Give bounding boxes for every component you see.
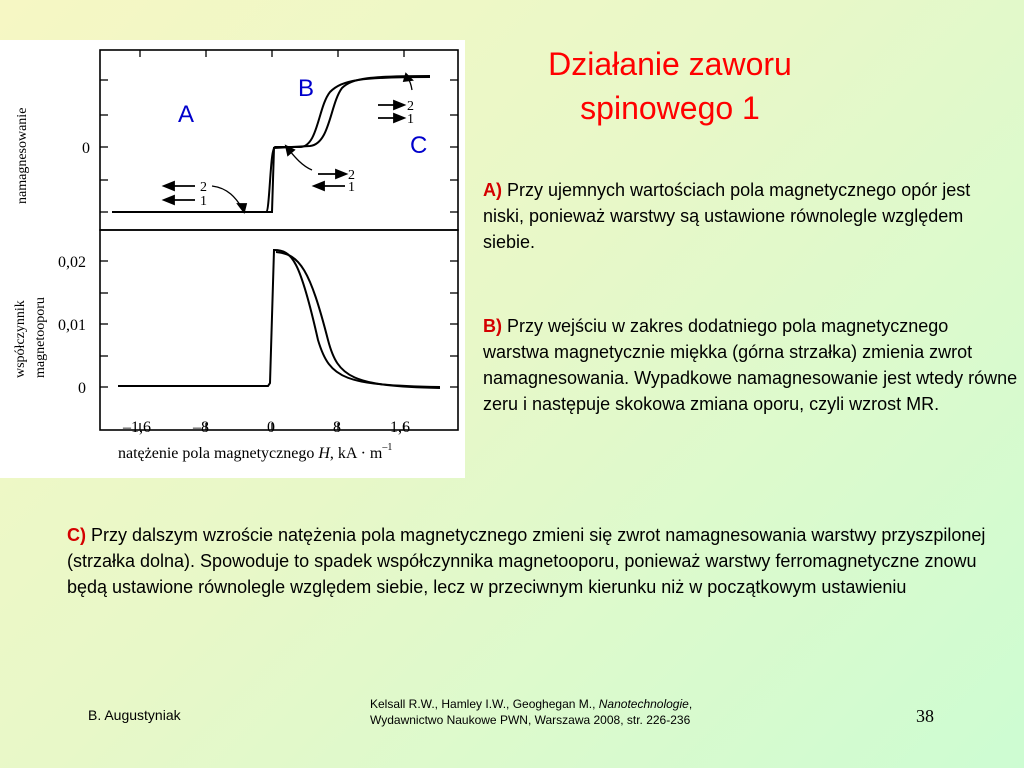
magnetization-curve-1	[112, 77, 430, 212]
top-ylabel: namagnesowanie	[15, 107, 30, 204]
bottom-ylabel-2: magnetooporu	[33, 297, 48, 378]
paragraph-a-label: A)	[483, 180, 502, 200]
top-ytick-0: 0	[82, 140, 90, 157]
bottom-ylabel-1: współczynnik	[13, 300, 28, 378]
paragraph-b-label: B)	[483, 316, 502, 336]
arrow-label-2-left: 2	[200, 180, 207, 195]
figure-svg	[0, 40, 465, 478]
mr-curve-2	[276, 252, 440, 388]
top-ticks	[100, 50, 458, 212]
footer-reference	[370, 696, 790, 728]
arrow-label-2-middle: 2	[348, 168, 355, 183]
xtick-8: 8	[333, 419, 341, 436]
bottom-plot-frame	[100, 230, 458, 430]
paragraph-c	[67, 522, 1007, 600]
paragraph-a	[483, 177, 1013, 255]
hysteresis-figure	[0, 40, 465, 478]
paragraph-a-text: Przy ujemnych wartościach pola magnetycznego opór jest niski, ponieważ warstwy są ustawione równolegle względem siebie.	[483, 180, 971, 252]
arrow-label-1-left: 1	[200, 194, 207, 209]
paragraph-b	[483, 313, 1018, 417]
magnetization-curve-2	[112, 76, 430, 212]
reference-authors: Kelsall R.W., Hamley I.W., Geoghegan M.,	[370, 697, 599, 711]
reference-publisher: Wydawnictwo Naukowe PWN, Warszawa 2008, str. 226-236	[370, 713, 691, 727]
arrow-label-1-right: 1	[407, 112, 414, 127]
paragraph-b-text: Przy wejściu w zakres dodatniego pola magnetycznego warstwa magnetycznie miękka (górna strzałka) zmienia zwrot namagnesowania. Wypadkowe namagnesowanie jest wtedy równe zeru i następuje skokowa zmiana oporu, czyli wzrost MR.	[483, 316, 1018, 414]
xtick-0: 0	[267, 419, 275, 436]
arrow-label-1-middle: 1	[348, 180, 355, 195]
arrows-middle	[286, 146, 346, 190]
mr-curve-1	[118, 250, 440, 387]
xlabel: natężenie pola magnetycznego H, kA · $m^{-1}$	[118, 442, 393, 462]
region-label-b: B	[298, 75, 315, 102]
xtick-neg16: –1,6	[123, 419, 151, 436]
bottom-ytick-0: 0	[78, 380, 86, 397]
paragraph-c-label: C)	[67, 525, 86, 545]
xtick-16: 1,6	[390, 419, 410, 436]
bottom-ytick-002: 0,02	[58, 254, 86, 271]
footer-author: B. Augustyniak	[88, 707, 181, 723]
reference-title: Nanotechnologie	[598, 697, 689, 711]
arrow-label-2-right: 2	[407, 99, 414, 114]
reference-comma: ,	[688, 697, 693, 711]
bottom-ytick-001: 0,01	[58, 317, 86, 334]
xtick-neg8: –8	[193, 419, 209, 436]
region-label-a: A	[178, 101, 195, 128]
page-number: 38	[916, 706, 934, 726]
slide-title: Działanie zaworu spinowego 1	[548, 46, 792, 126]
bottom-ticks	[100, 261, 458, 430]
region-label-c: C	[410, 132, 428, 159]
paragraph-c-text: Przy dalszym wzroście natężenia pola magnetycznego zmieni się zwrot namagnesowania warstwy przyszpilonej (strzałka dolna). Spowoduje to spadek współczynnika magnetooporu, ponieważ warstwy ferromagnetyczne znowu będą ustawione równolegle względem siebie, lecz w przeciwnym kierunku niż w początkowym ustawieniu	[67, 525, 986, 597]
